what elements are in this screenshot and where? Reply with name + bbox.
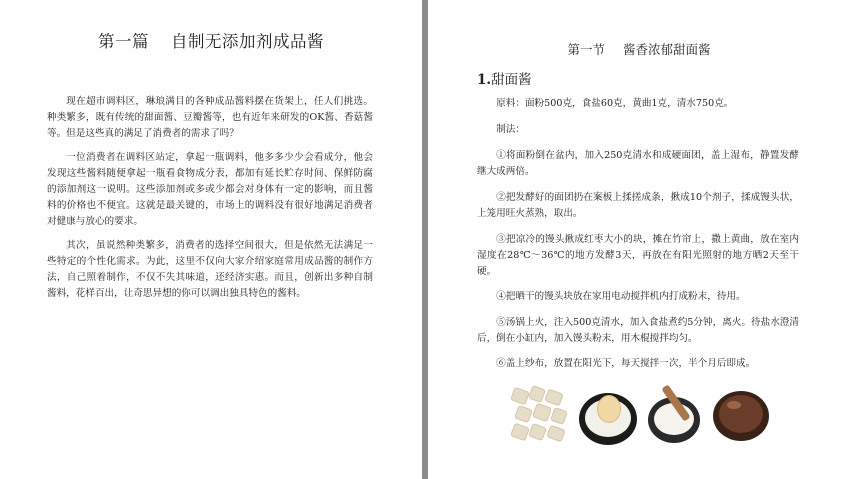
recipe-name: 甜面酱: [491, 72, 532, 88]
recipe-photos: [508, 383, 772, 445]
left-page: [0, 0, 422, 479]
intro-paragraph-3: 其次，虽说然种类繁多，消费者的选择空间很大，但是依然无法满足一些特定的个性化需求。为此，这里不仅向大家介绍家庭常用成品酱的制作方法，自己照着制作，不仅不失其味道，还经济实惠。而且，创新出多种自制酱料，花样百出，让奇思异想的你可以调出独具特色的酱料。: [47, 240, 373, 299]
method-label: 制法：: [496, 124, 525, 135]
step-4: ④把晒干的馒头块放在家用电动搅拌机内打成粉末，待用。: [496, 291, 746, 302]
section-number: 第一节: [567, 42, 605, 57]
section-title: [428, 40, 850, 58]
step-1: ①将面粉倒在盆内，加入250克清水和成硬面团，盖上湿布，静置发酵继大成两倍。: [477, 150, 799, 177]
intro-paragraph-1: 现在超市调料区，琳琅满目的各种成品酱料摆在货架上，任人们挑选。种类繁多，既有传统的甜面酱、豆瓣酱等，也有近年来研发的OK酱、香菇酱等。但是这些真的满足了消费者的需求了吗？: [47, 96, 373, 139]
step-6: ⑥盖上纱布，放置在阳光下，每天搅拌一次，半个月后即成。: [496, 358, 756, 369]
recipe-number: 1.: [477, 72, 492, 88]
step-3: ③把凉冷的馒头揪成红枣大小的块，摊在竹帘上，撒上黄曲，放在室内湿度在28℃～36℃的地方发酵3天，再放在有阳光照射的地方晒2天至干硬。: [477, 234, 799, 277]
chapter-number: 第一篇: [98, 32, 149, 51]
photo-bun-in-bowl: [575, 383, 638, 445]
photo-steamed-bun-cubes: [508, 383, 571, 445]
right-page: [428, 0, 850, 479]
step-5: ⑤汤锅上火，注入500克清水，加入食盐煮约5分钟，离火。待盐水澄清后，倒在小缸内，加入馒头粉末，用木棍搅拌均匀。: [477, 317, 799, 344]
ingredients-line: 原料：面粉500克，食盐60克，黄曲1克，清水750克。: [496, 98, 734, 109]
chapter-name: 自制无添加剂成品酱: [171, 32, 324, 51]
photo-mixing-paste: [642, 383, 705, 445]
recipe-heading: [477, 68, 532, 88]
chapter-title: [0, 28, 422, 52]
photo-finished-sauce: [709, 383, 772, 445]
intro-paragraph-2: 一位消费者在调料区站定，拿起一瓶调料，他多多少少会看成分，他会发现这些酱料随便拿起一瓶看食物成分表，都加有延长贮存时间、保鲜防腐的添加剂这一说明。这些添加剂或多或少都会对身体有一定的影响，而且酱料的价格也不便宜。这就是最关键的，市场上的调料没有很好地满足消费者对健康与放心的要求。: [47, 152, 373, 227]
step-2: ②把发酵好的面团扔在案板上揉搓成条，揪成10个剂子，揉成馒头状，上笼用旺火蒸熟，取出。: [477, 192, 799, 219]
section-name: 酱香浓郁甜面酱: [623, 42, 711, 57]
